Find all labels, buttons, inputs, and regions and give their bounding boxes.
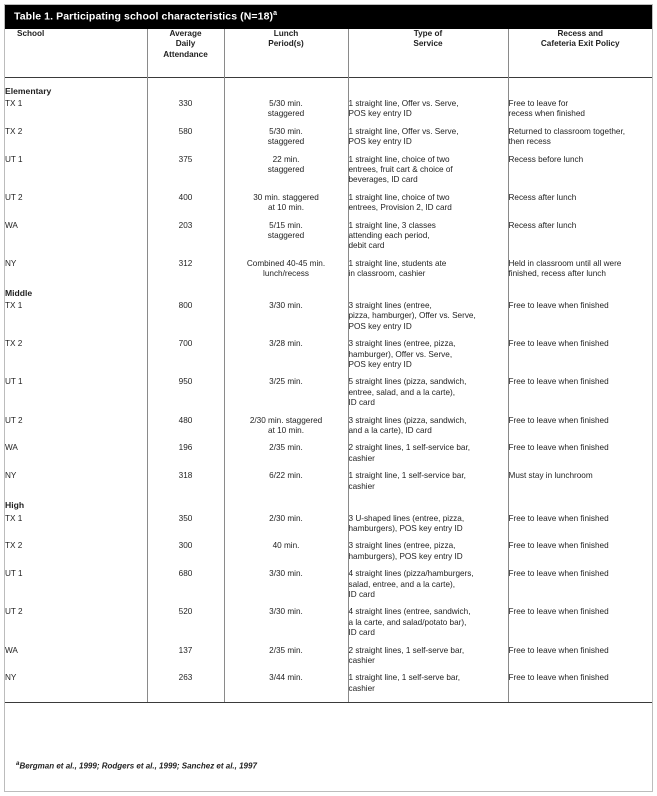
- table-row: [5, 186, 652, 214]
- cell-recess-policy: Recess before lunch: [508, 148, 652, 186]
- cell-type-of-service: 1 straight line, 1 self-service bar, cashier: [348, 464, 508, 492]
- section-row-empty-cell: [348, 492, 508, 510]
- cell-lunch-period: 3/30 min.: [224, 600, 348, 638]
- cell-type-of-service: 1 straight line, choice of two entrees, Provision 2, ID card: [348, 186, 508, 214]
- column-header-type-of-service: [348, 29, 508, 77]
- table-title-text: Table 1. Participating school characteristics (N=18): [14, 10, 274, 23]
- cell-lunch-period: 2/30 min.: [224, 511, 348, 535]
- cell-average-daily-attendance: 263: [147, 666, 224, 694]
- cell-school: UT 1: [5, 154, 23, 164]
- bottom-rule-cell: [224, 702, 348, 703]
- section-row-empty-cell: [224, 78, 348, 96]
- cell-average-daily-attendance: 375: [147, 148, 224, 186]
- cell-school: TX 2: [5, 126, 23, 136]
- cell-lunch-period: 40 min.: [224, 534, 348, 562]
- section-label-high: High: [5, 500, 25, 511]
- cell-recess-policy: Free to leave when finished: [508, 436, 652, 464]
- cell-average-daily-attendance: 196: [147, 436, 224, 464]
- cell-lunch-period: 2/35 min.: [224, 436, 348, 464]
- table-row: [5, 511, 652, 535]
- cell-type-of-service: 1 straight line, Offer vs. Serve, POS key entry ID: [348, 96, 508, 120]
- cell-school: UT 1: [5, 377, 23, 387]
- section-row-empty-cell: [508, 280, 652, 298]
- cell-school: TX 2: [5, 541, 23, 551]
- spacer-cell: [5, 694, 147, 702]
- cell-lunch-period: 5/30 min. staggered: [224, 120, 348, 148]
- cell-school: TX 1: [5, 301, 23, 310]
- section-row-empty-cell: [348, 78, 508, 96]
- cell-lunch-period: 22 min. staggered: [224, 148, 348, 186]
- column-header-school-label: School: [17, 29, 45, 38]
- section-row-empty-cell: [508, 78, 652, 96]
- cell-average-daily-attendance: 480: [147, 409, 224, 437]
- section-row-empty-cell: [147, 78, 224, 96]
- bottom-rule-cell: [508, 702, 652, 703]
- cell-type-of-service: 2 straight lines, 1 self-serve bar, cashier: [348, 639, 508, 667]
- bottom-rule-cell: [348, 702, 508, 703]
- column-header-average-daily-attendance: [147, 29, 224, 77]
- column-header-ada-line1: Average: [169, 29, 202, 38]
- cell-average-daily-attendance: 950: [147, 370, 224, 408]
- cell-type-of-service: 1 straight line, students ate in classroom, cashier: [348, 252, 508, 280]
- table-row: [5, 298, 652, 332]
- table-row: [5, 639, 652, 667]
- cell-lunch-period: 3/30 min.: [224, 562, 348, 600]
- table-bottom-rule: [5, 702, 652, 703]
- cell-recess-policy: Free to leave when finished: [508, 332, 652, 370]
- cell-type-of-service: 3 straight lines (entree, pizza, hamburgers), POS key entry ID: [348, 534, 508, 562]
- spacer-cell: [348, 694, 508, 702]
- cell-average-daily-attendance: 680: [147, 562, 224, 600]
- cell-type-of-service: 1 straight line, 1 self-serve bar, cashier: [348, 666, 508, 694]
- cell-recess-policy: Recess after lunch: [508, 214, 652, 252]
- cell-recess-policy: Free to leave when finished: [508, 511, 652, 535]
- column-header-ada-line2: Daily: [175, 39, 196, 49]
- cell-recess-policy: Recess after lunch: [508, 186, 652, 214]
- cell-recess-policy: Free to leave when finished: [508, 600, 652, 638]
- cell-school: TX 1: [5, 98, 23, 108]
- cell-lunch-period: 2/35 min.: [224, 639, 348, 667]
- cell-lunch-period: Combined 40-45 min. lunch/recess: [224, 252, 348, 280]
- cell-type-of-service: 1 straight line, choice of two entrees, fruit cart & choice of beverages, ID card: [348, 148, 508, 186]
- column-header-lunch-line2: Period(s): [268, 39, 304, 49]
- cell-lunch-period: 3/44 min.: [224, 666, 348, 694]
- cell-school: TX 1: [5, 513, 23, 523]
- cell-average-daily-attendance: 350: [147, 511, 224, 535]
- table-row: [5, 120, 652, 148]
- section-row-empty-cell: [224, 280, 348, 298]
- cell-recess-policy: Free to leave when finished: [508, 298, 652, 332]
- table-header: [5, 29, 652, 78]
- cell-average-daily-attendance: 330: [147, 96, 224, 120]
- cell-lunch-period: 5/15 min. staggered: [224, 214, 348, 252]
- section-label-elementary: Elementary: [5, 85, 52, 96]
- cell-average-daily-attendance: 137: [147, 639, 224, 667]
- cell-type-of-service: 3 straight lines (pizza, sandwich, and a la carte), ID card: [348, 409, 508, 437]
- cell-type-of-service: 4 straight lines (entree, sandwich, a la carte, and salad/potato bar), ID card: [348, 600, 508, 638]
- table-row: [5, 96, 652, 120]
- table-row: [5, 436, 652, 464]
- cell-lunch-period: 3/28 min.: [224, 332, 348, 370]
- cell-type-of-service: 3 straight lines (entree, pizza, hamburger), Offer vs. Serve, POS key entry ID: [348, 298, 508, 332]
- section-header-row: [5, 78, 652, 96]
- cell-type-of-service: 5 straight lines (pizza, sandwich, entree, salad, and a la carte), ID card: [348, 370, 508, 408]
- column-header-recess-line1: Recess and: [557, 29, 603, 38]
- table-title-footnote-marker: a: [273, 10, 278, 17]
- section-label-middle: Middle: [5, 287, 33, 298]
- cell-recess-policy: Free to leave for recess when finished: [508, 96, 652, 120]
- column-header-service-line2: Service: [413, 39, 443, 49]
- section-row-empty-cell: [348, 280, 508, 298]
- cell-recess-policy: Free to leave when finished: [508, 639, 652, 667]
- cell-type-of-service: 3 straight lines (entree, pizza, hamburger), Offer vs. Serve, POS key entry ID: [348, 332, 508, 370]
- table-body: [5, 78, 652, 703]
- table-row: [5, 148, 652, 186]
- cell-recess-policy: Free to leave when finished: [508, 370, 652, 408]
- cell-average-daily-attendance: 520: [147, 600, 224, 638]
- cell-type-of-service: 2 straight lines, 1 self-service bar, cashier: [348, 436, 508, 464]
- table-container: [5, 29, 652, 703]
- spacer-cell: [508, 694, 652, 702]
- table-bottom-spacer: [5, 694, 652, 702]
- column-header-school: [5, 29, 147, 77]
- spacer-cell: [147, 694, 224, 702]
- bottom-rule-cell: [5, 702, 147, 703]
- table-row: [5, 370, 652, 408]
- table-row: [5, 562, 652, 600]
- cell-school: WA: [5, 220, 18, 230]
- cell-average-daily-attendance: 203: [147, 214, 224, 252]
- cell-recess-policy: Free to leave when finished: [508, 666, 652, 694]
- footnote-marker: a: [16, 760, 20, 767]
- cell-school: UT 2: [5, 415, 23, 425]
- table-row: [5, 666, 652, 694]
- cell-recess-policy: Free to leave when finished: [508, 409, 652, 437]
- cell-school: UT 2: [5, 192, 23, 202]
- table-footnote: [16, 760, 257, 771]
- cell-type-of-service: 4 straight lines (pizza/hamburgers, salad, entree, and a la carte), ID card: [348, 562, 508, 600]
- section-header-row: [5, 280, 652, 298]
- column-header-recess-policy: [508, 29, 652, 77]
- cell-lunch-period: 6/22 min.: [224, 464, 348, 492]
- section-row-empty-cell: [508, 492, 652, 510]
- cell-recess-policy: Held in classroom until all were finished, recess after lunch: [508, 252, 652, 280]
- cell-school: WA: [5, 443, 18, 453]
- cell-average-daily-attendance: 800: [147, 298, 224, 332]
- school-characteristics-table: [5, 29, 652, 703]
- section-header-row: [5, 492, 652, 510]
- table-row: [5, 332, 652, 370]
- cell-recess-policy: Free to leave when finished: [508, 562, 652, 600]
- cell-school: NY: [5, 471, 17, 481]
- table-header-row: [5, 29, 652, 77]
- cell-type-of-service: 1 straight line, 3 classes attending each period, debit card: [348, 214, 508, 252]
- table-row: [5, 214, 652, 252]
- cell-school: WA: [5, 645, 18, 655]
- table-row: [5, 252, 652, 280]
- table-title: [14, 10, 277, 23]
- cell-recess-policy: Must stay in lunchroom: [508, 464, 652, 492]
- cell-lunch-period: 3/30 min.: [224, 298, 348, 332]
- section-row-empty-cell: [224, 492, 348, 510]
- cell-lunch-period: 5/30 min. staggered: [224, 96, 348, 120]
- cell-school: TX 2: [5, 339, 23, 349]
- cell-lunch-period: 30 min. staggered at 10 min.: [224, 186, 348, 214]
- section-row-empty-cell: [147, 280, 224, 298]
- cell-school: UT 1: [5, 569, 23, 579]
- table-row: [5, 464, 652, 492]
- section-row-empty-cell: [147, 492, 224, 510]
- bottom-rule-cell: [147, 702, 224, 703]
- cell-average-daily-attendance: 580: [147, 120, 224, 148]
- table-row: [5, 600, 652, 638]
- table-row: [5, 534, 652, 562]
- cell-recess-policy: Free to leave when finished: [508, 534, 652, 562]
- cell-average-daily-attendance: 318: [147, 464, 224, 492]
- cell-average-daily-attendance: 300: [147, 534, 224, 562]
- column-header-ada-line3: Attendance: [163, 49, 208, 59]
- column-header-lunch-periods: [224, 29, 348, 77]
- cell-average-daily-attendance: 400: [147, 186, 224, 214]
- cell-lunch-period: 2/30 min. staggered at 10 min.: [224, 409, 348, 437]
- column-header-lunch-line1: Lunch: [273, 29, 299, 38]
- cell-school: UT 2: [5, 607, 23, 617]
- table-title-bar: [5, 5, 652, 29]
- cell-average-daily-attendance: 700: [147, 332, 224, 370]
- table-row: [5, 409, 652, 437]
- cell-type-of-service: 1 straight line, Offer vs. Serve, POS key entry ID: [348, 120, 508, 148]
- cell-lunch-period: 3/25 min.: [224, 370, 348, 408]
- spacer-cell: [224, 694, 348, 702]
- cell-school: NY: [5, 673, 17, 683]
- footnote-text: Bergman et al., 1999; Rodgers et al., 1999; Sanchez et al., 1997: [19, 761, 257, 771]
- cell-average-daily-attendance: 312: [147, 252, 224, 280]
- column-header-service-line1: Type of: [413, 29, 443, 38]
- cell-recess-policy: Returned to classroom together, then recess: [508, 120, 652, 148]
- cell-type-of-service: 3 U-shaped lines (entree, pizza, hamburgers), POS key entry ID: [348, 511, 508, 535]
- column-header-recess-line2: Cafeteria Exit Policy: [540, 39, 620, 49]
- cell-school: NY: [5, 258, 17, 268]
